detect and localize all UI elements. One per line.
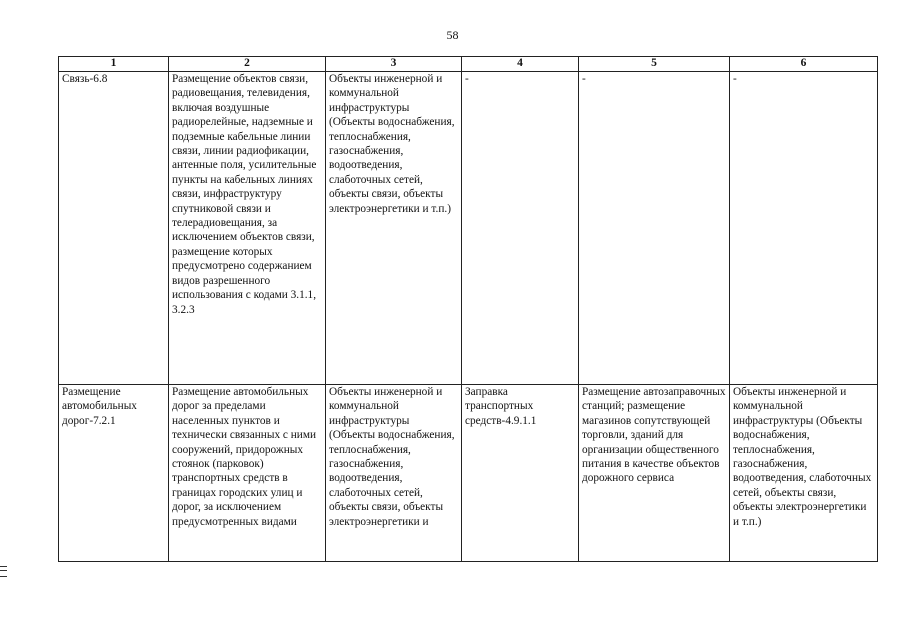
header-col-2: 2 (169, 57, 326, 72)
land-use-table (58, 56, 878, 562)
header-col-6: 6 (730, 57, 878, 72)
cell-conditional-description: - (579, 72, 730, 385)
header-col-1: 1 (59, 57, 169, 72)
cell-conditional-auxiliary: - (730, 72, 878, 385)
table-row (59, 72, 878, 385)
cell-conditional-use: Заправка транспортных средств-4.9.1.1 (462, 385, 579, 562)
cell-use-name: Связь-6.8 (59, 72, 169, 385)
cell-conditional-use: - (462, 72, 579, 385)
cell-use-description: Размещение автомобильных дорог за пределами населенных пунктов и технически связанных с ними сооружений, придорожных стоянок (парковок) транспортных средств в границах городских улиц и дорог, за исключением предусмотренных видами (169, 385, 326, 562)
header-col-5: 5 (579, 57, 730, 72)
cell-conditional-auxiliary: Объекты инженерной и коммунальной инфраструктуры (Объекты водоснабжения, теплоснабжения, газоснабжения, водоотведения, слаботочных сетей, объекты связи, объекты электроэнергетики и т.п.) (730, 385, 878, 562)
header-col-4: 4 (462, 57, 579, 72)
cell-use-name: Размещение автомобильных дорог-7.2.1 (59, 385, 169, 562)
cell-auxiliary-use: Объекты инженерной и коммунальной инфраструктуры (Объекты водоснабжения, теплоснабжения, газоснабжения, водоотведения, слаботочных сетей, объекты связи, объекты электроэнергетики и (326, 385, 462, 562)
page-number: 58 (446, 28, 459, 42)
scan-margin-mark (0, 566, 7, 577)
cell-conditional-description: Размещение автозаправочных станций; размещение магазинов сопутствующей торговли, зданий для организации общественного питания в качестве объектов дорожного сервиса (579, 385, 730, 562)
table-row (59, 385, 878, 562)
cell-auxiliary-use: Объекты инженерной и коммунальной инфраструктуры (Объекты водоснабжения, теплоснабжения, газоснабжения, водоотведения, слаботочных сетей, объекты связи, объекты электроэнергетики и т.п.) (326, 72, 462, 385)
header-col-3: 3 (326, 57, 462, 72)
header-row (59, 57, 878, 72)
cell-use-description: Размещение объектов связи, радиовещания, телевидения, включая воздушные радиорелейные, надземные и подземные кабельные линии связи, линии радиофикации, антенные поля, усилительные пункты на кабельных линиях связи, инфраструктуру спутниковой связи и телерадиовещания, за исключением объектов связи, размещение которых предусмотрено содержанием видов разрешенного использования с кодами 3.1.1, 3.2.3 (169, 72, 326, 385)
